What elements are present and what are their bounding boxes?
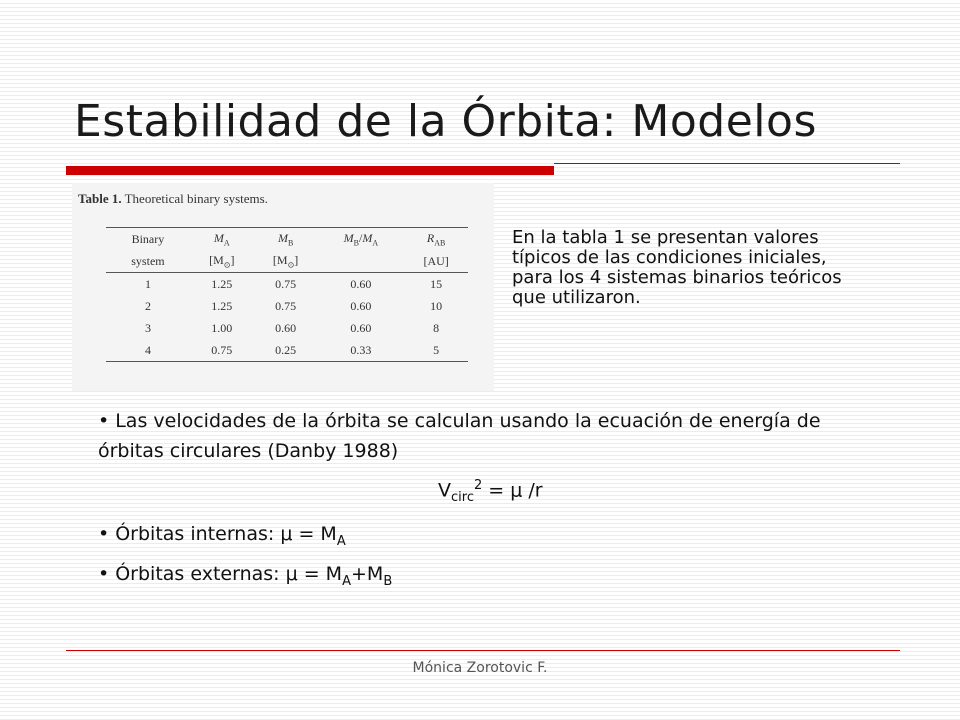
units-mb: $[M_⊙]$: [254, 250, 318, 273]
table-cell: 1.25: [211, 298, 233, 313]
header-ma: $M_A$: [190, 228, 254, 251]
table-caption-label: Table 1.: [78, 191, 122, 206]
table-cell: 1.00: [211, 320, 233, 335]
binary-systems-table: [106, 227, 468, 362]
table-cell: 15: [430, 276, 443, 291]
bullet-icon: •: [98, 563, 110, 585]
table-header-row: [106, 228, 468, 251]
table-image: [72, 183, 494, 391]
table-cell: 8: [433, 320, 440, 335]
table-cell: 0.60: [350, 298, 372, 313]
table-row: [106, 339, 468, 362]
table-cell: 2: [144, 298, 151, 313]
table-caption: [78, 191, 268, 207]
table-cell: 0.25: [254, 339, 318, 362]
table-cell: 0.75: [190, 339, 254, 362]
bullet-inner-orbits: • Órbitas internas: $\mu = M_A$: [98, 523, 346, 549]
table-cell: 0.33: [318, 339, 405, 362]
table-cell: 0.75: [275, 298, 297, 313]
slide-title: Estabilidad de la Órbita: Modelos: [74, 96, 817, 147]
table-cell: 1: [144, 276, 151, 291]
table-cell: 5: [404, 339, 468, 362]
table-body: [106, 273, 468, 362]
bullet-icon: •: [98, 523, 110, 545]
units-ma: $[M_⊙]$: [190, 250, 254, 273]
table-row: [106, 273, 468, 296]
table-cell: 1.25: [211, 276, 233, 291]
table-cell: 0.60: [275, 320, 297, 335]
table-row: [106, 317, 468, 339]
table-caption-text: Theoretical binary systems.: [121, 191, 268, 206]
header-mb: $M_B$: [254, 228, 318, 251]
units-ratio: [318, 250, 405, 273]
title-divider: [554, 163, 900, 164]
units-rab: [AU]: [404, 250, 468, 273]
header-ratio: $M_B/M_A$: [318, 228, 405, 251]
table-cell: 4: [106, 339, 190, 362]
footer-author: Mónica Zorotovic F.: [412, 660, 548, 676]
header-rab: $R_{AB}$: [404, 228, 468, 251]
title-accent-bar: [66, 166, 554, 175]
footer-divider: [66, 650, 900, 651]
table-cell: 0.75: [275, 276, 297, 291]
bullet-outer-orbits: • Órbitas externas: $\mu = M_A+M_B$: [98, 563, 393, 589]
bullet-text: Las velocidades de la órbita se calculan usando la ecuación de energía de órbitas circulares (Danby 1988): [98, 410, 821, 462]
table-units-row: [106, 250, 468, 273]
header-binary: Binary: [106, 228, 190, 251]
table-cell: 3: [144, 320, 151, 335]
bullet-orbit-velocities: [98, 406, 888, 466]
table-cell: 0.60: [350, 276, 372, 291]
circular-velocity-formula: $V_{circ}^2 = \mu$ /r: [438, 478, 543, 506]
table-cell: 0.60: [350, 320, 372, 335]
bullet-icon: •: [98, 410, 110, 432]
units-system: system: [106, 250, 190, 273]
table-row: [106, 295, 468, 317]
table-description: En la tabla 1 se presentan valores típicos de las condiciones iniciales, para los 4 sistemas binarios teóricos que utilizaron.: [512, 227, 842, 308]
table-cell: 10: [430, 298, 443, 313]
